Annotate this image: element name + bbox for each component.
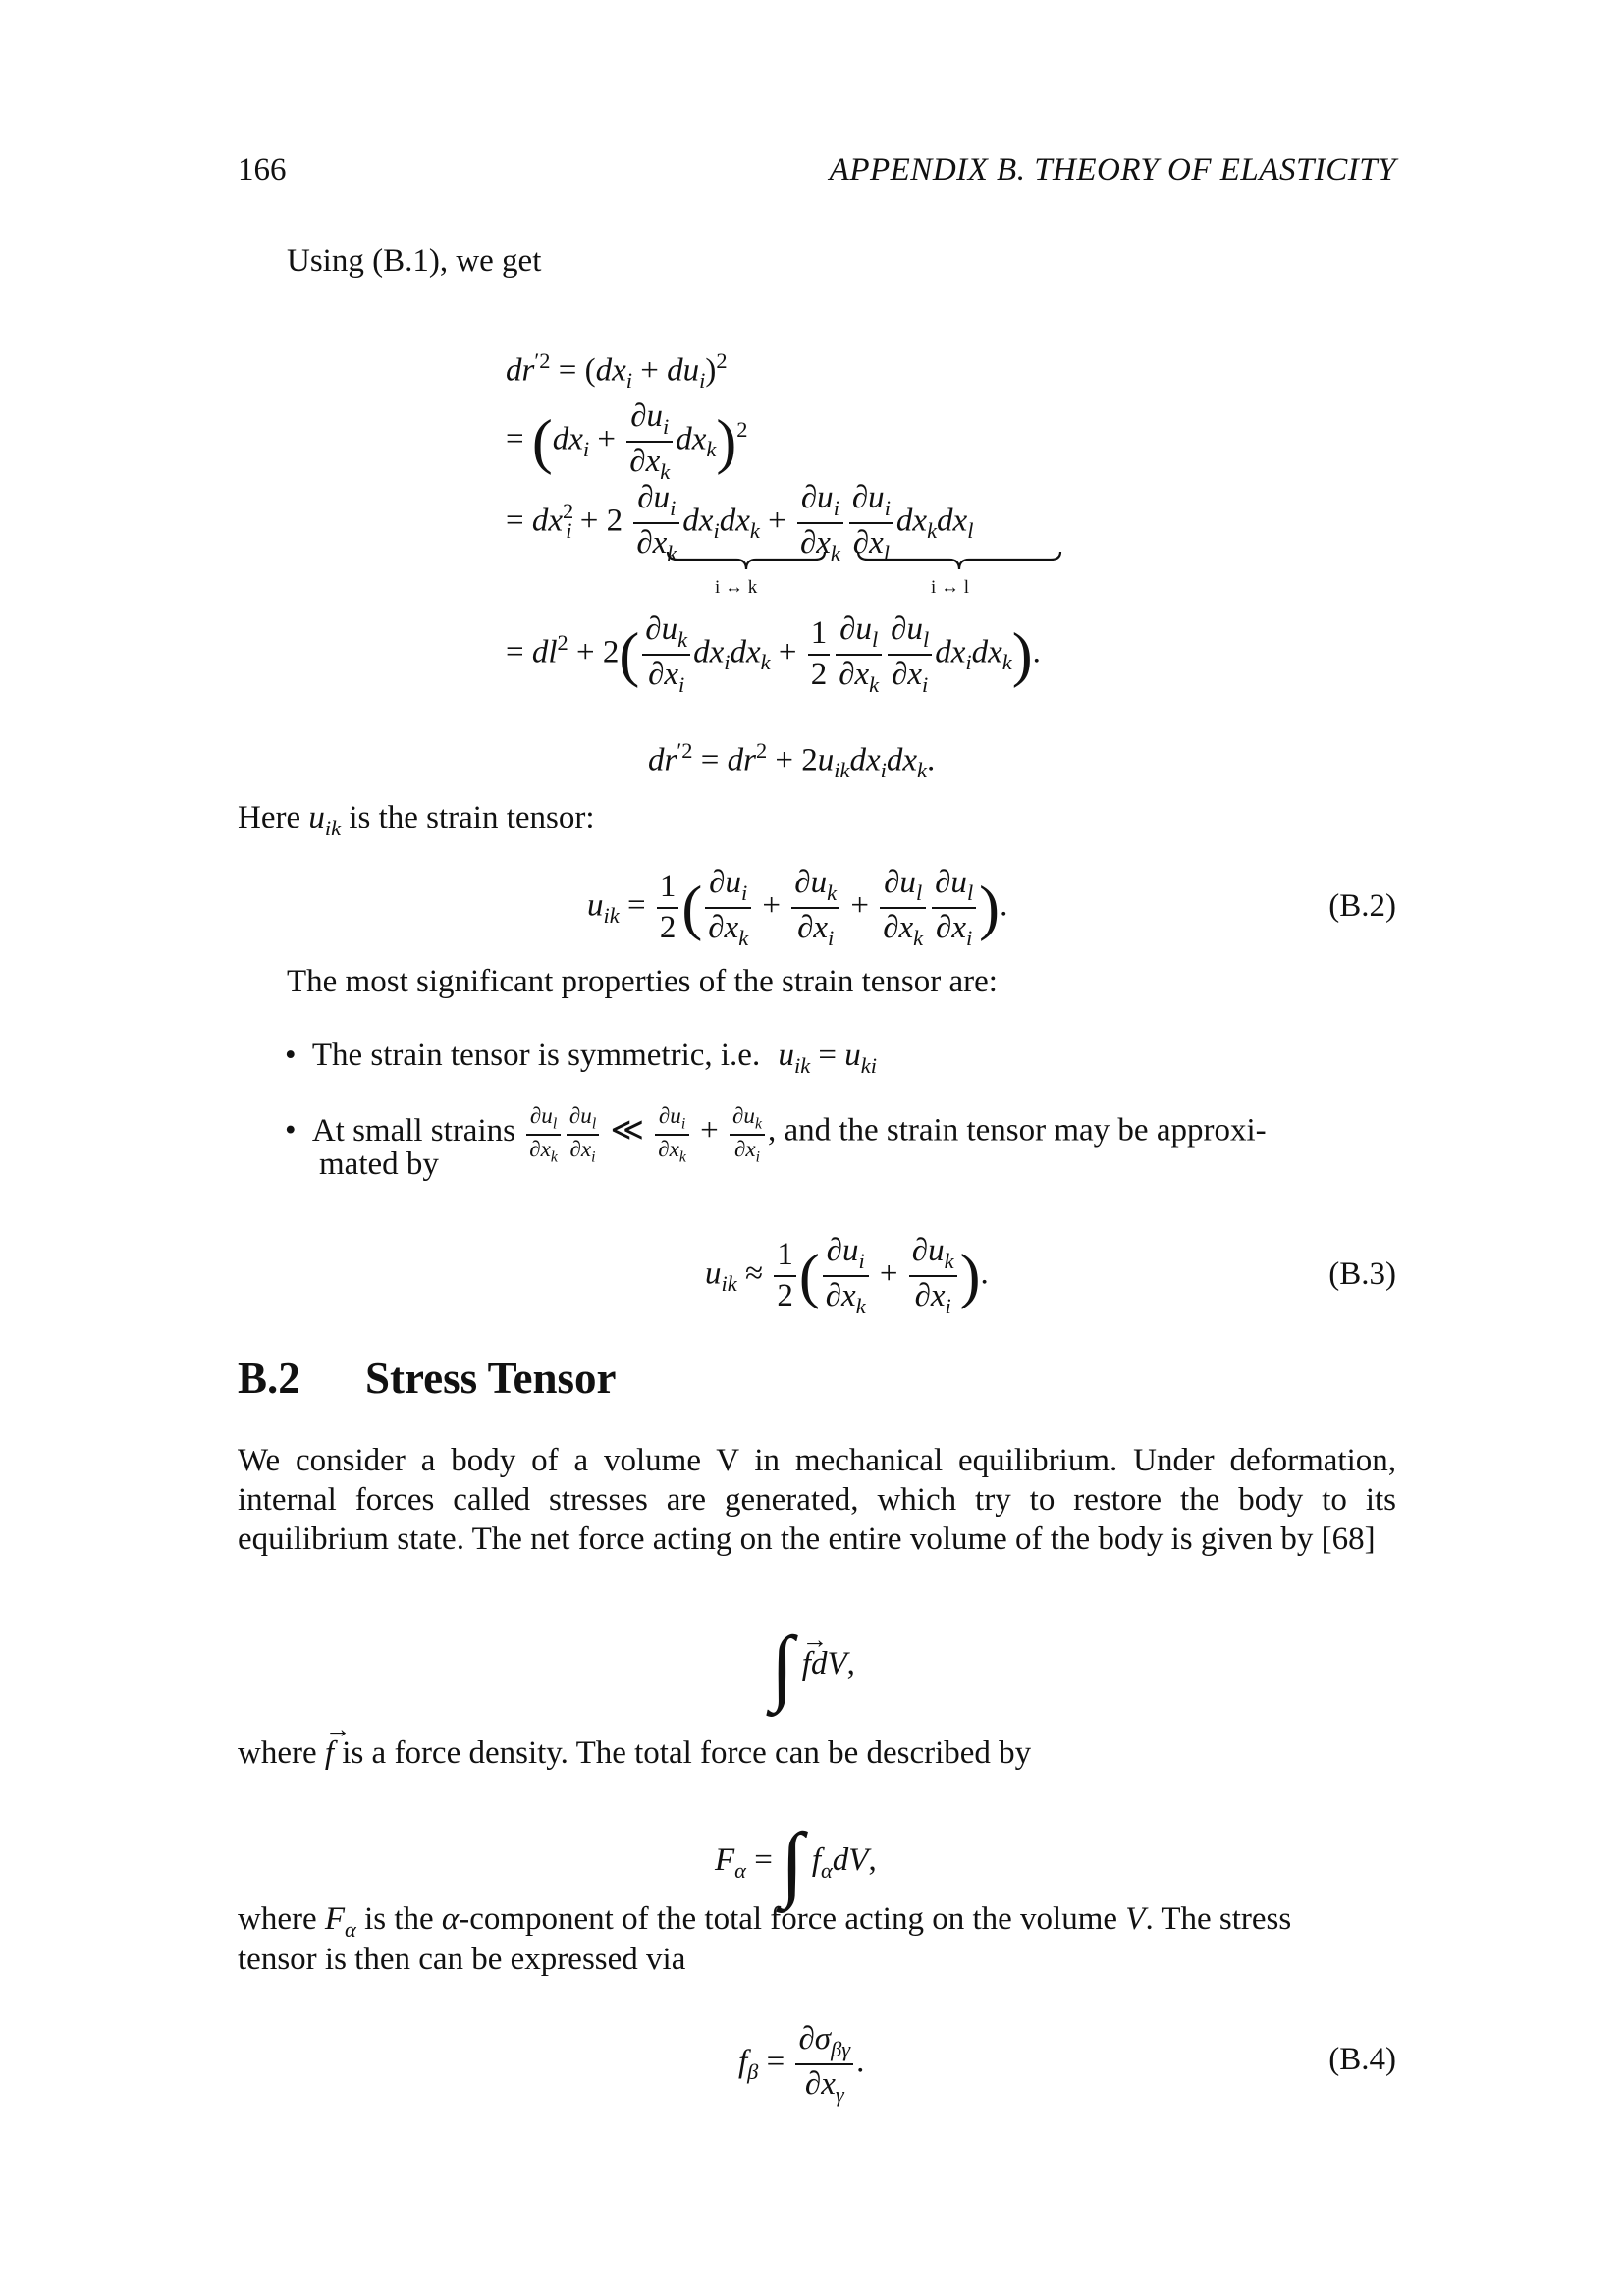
bullet-2: • At small strains $\frac{\partial u_l}{\partial x_k}$ $\frac{\partial u_l}{\partial x_i}$ ≪ $\frac{\partial u_i}{\partial x_k}$ + $\frac{\partial u_k}{\partial x_i}$ , and the strain tensor may be approxi- <box>285 1102 1267 1166</box>
derivation-line-2: = ($dx_i$ + $\frac{\partial u_i}{\partial x_k}$ $dx_k)^2$ <box>506 399 748 484</box>
where-f-suffix: is a force density. The total force can be described by <box>342 1735 1032 1771</box>
derivation-line-1: $dr^{'2} = (dx_i + du_i)^2$ <box>506 348 728 394</box>
where-F-middle: is the <box>364 1901 434 1937</box>
page-number: 166 <box>238 152 287 187</box>
bullet-dot: • <box>285 1112 297 1148</box>
where-F-line2: tensor is then can be expressed via <box>238 1942 686 1977</box>
where-F-line: where $F_\alpha$ is the α-component of the total force acting on the volume V. The stress <box>238 1901 1292 1942</box>
eq-number-b3: (B.3) <box>1328 1256 1396 1292</box>
bullet-1-text: The strain tensor is symmetric, i.e. <box>311 1038 761 1073</box>
equation-integral-f: ∫ → fdV, <box>771 1620 855 1713</box>
strain-summary-eq: $dr^{'2} = dr^2 + 2u_{ik}dx_idx_k$. <box>648 738 936 783</box>
where-F-prefix: where <box>238 1901 317 1937</box>
strain-intro: Here $u_{ik}$ is the strain tensor: <box>238 800 595 840</box>
derivation-line-4: = $dl^2 + 2$( $\frac{\partial u_k}{\partial x_i}$ $dx_idx_k$ + $\frac{1}{2}$ $\frac{\partial u_l}{\partial x_k}$ $\frac{\partial u_l}{\partial x_i}$ $dx_idx_k$). <box>506 612 1041 697</box>
bullet-2-line2: mated by <box>319 1147 439 1182</box>
bullet-1: • The strain tensor is symmetric, i.e. $u_{ik} = u_{ki}$ <box>285 1038 877 1078</box>
equation-b4: $f_\beta$ = $\frac{\partial\sigma_{\beta\gamma}}{\partial x_\gamma}$ . <box>738 2021 865 2107</box>
where-F-end: . The stress <box>1145 1901 1292 1937</box>
running-title: APPENDIX B. THEORY OF ELASTICITY <box>829 152 1396 187</box>
paragraph-1: We consider a body of a volume V in mechanical equilibrium. Under deformation, internal forces called stresses are generated, which try to restore the body to its equilibrium state. The net force acting on the entire volume of the body is given by [68] <box>238 1443 1396 1557</box>
intro-line: Using (B.1), we get <box>287 243 542 279</box>
equation-F-alpha: $F_\alpha$ = ∫ $f_\alpha dV$, <box>715 1816 877 1909</box>
brace-label-il: i ↔ l <box>931 577 970 598</box>
derivation-line-3: = $dx^2_i + 2$ $\frac{\partial u_i}{\partial x_k}$ $dx_idx_k$ + $\frac{\partial u_i}{\partial x_k}$ $\frac{\partial u_i}{\partial x_l}$ $dx_kdx_l$ <box>506 480 974 565</box>
section-title: Stress Tensor <box>365 1354 617 1403</box>
properties-intro: The most significant properties of the strain tensor are: <box>287 964 998 999</box>
where-f-line: where → f is a force density. The total force can be described by <box>238 1714 1032 1771</box>
bullet-dot: • <box>285 1038 297 1073</box>
where-f-prefix: where <box>238 1735 317 1771</box>
equation-b3: $u_{ik}$ ≈ $\frac{1}{2}$ ( $\frac{\partial u_i}{\partial x_k}$ + $\frac{\partial u_k}{\partial x_i}$ ). <box>705 1233 989 1318</box>
equation-b2: $u_{ik}$ = $\frac{1}{2}$ ( $\frac{\partial u_i}{\partial x_k}$ + $\frac{\partial u_k}{\partial x_i}$ + $\frac{\partial u_l}{\partial x_k}$ $\frac{\partial u_l}{\partial x_i}$ ). <box>587 865 1008 950</box>
strain-intro-text: is the strain tensor: <box>349 800 595 835</box>
where-F-middle2: -component of the total force acting on the volume <box>459 1901 1118 1937</box>
underbrace-2 <box>856 550 1062 573</box>
section-number: B.2 <box>238 1354 300 1403</box>
bullet-2-suffix: , and the strain tensor may be approxi- <box>767 1112 1267 1148</box>
brace-label-ik: i ↔ k <box>715 577 758 598</box>
underbrace-1 <box>666 550 828 573</box>
bullet-2-prefix: At small strains <box>311 1112 515 1148</box>
eq-number-b4: (B.4) <box>1328 2042 1396 2077</box>
eq-number-b2: (B.2) <box>1328 888 1396 924</box>
